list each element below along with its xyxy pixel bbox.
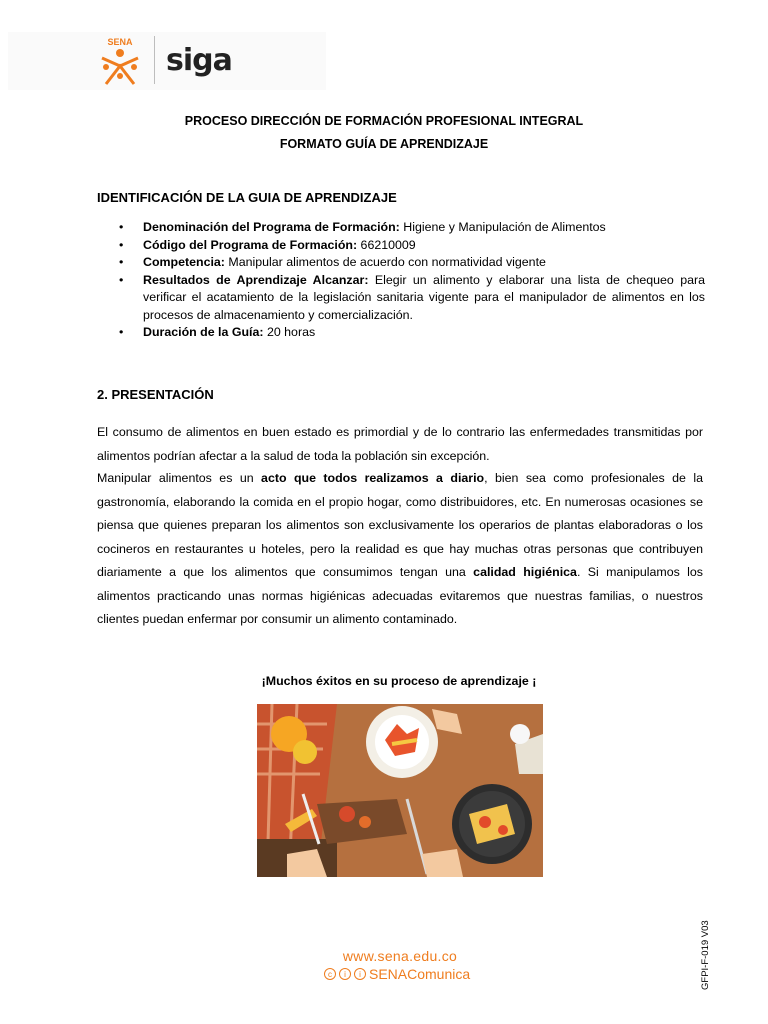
- logo-divider: [154, 36, 155, 84]
- emphasis-text: acto que todos realizamos a diario: [261, 471, 485, 485]
- bullet: •: [119, 220, 124, 234]
- siga-logo-text: siga: [166, 43, 232, 78]
- item-value: Elegir un alimento y elaborar una lista de chequeo para verificar el acatamiento de la legislación sanitaria vigente para el manipulador de alimentos en los procesos de almacenamiento y comercialización.: [143, 272, 705, 322]
- list-item: [97, 272, 705, 325]
- list-item: [97, 254, 705, 272]
- bullet: •: [119, 272, 124, 287]
- creative-commons-icon: c: [324, 968, 336, 980]
- social-handle[interactable]: SENAComunica: [369, 966, 471, 982]
- footer-social: [324, 966, 470, 982]
- item-value: Manipular alimentos de acuerdo con normatividad vigente: [224, 255, 546, 269]
- item-label: Duración de la Guía:: [143, 325, 264, 339]
- item-label: Resultados de Aprendizaje Alcanzar:: [143, 272, 369, 287]
- paragraph-text: El consumo de alimentos en buen estado es primordial y de lo contrario las enfermedades transmitidas por alimentos podrían afectar a la salud de toda la población sin excepción.: [97, 425, 703, 463]
- item-value: 66210009: [357, 237, 416, 252]
- bullet: •: [119, 237, 124, 252]
- sena-logo: [96, 36, 144, 86]
- attribution-icon: i: [339, 968, 351, 980]
- presentation-heading: 2. PRESENTACIÓN: [97, 387, 214, 402]
- process-title: PROCESO DIRECCIÓN DE FORMACIÓN PROFESIONAL INTEGRAL: [184, 114, 584, 128]
- closing-message: ¡Muchos éxitos en su proceso de aprendizaje ¡: [261, 674, 537, 688]
- paragraph-text: , bien sea como profesionales de la gastronomía, elaborando la comida en el propio hogar, como distribuidores, etc. En numerosas ocasiones se piensa que quienes preparan los alimentos son exclusivamente los operarios de plantas elaboradoras o los cocineros en restaurantes u hoteles, pero la realidad es que hay muchas otras personas que contribuyen diariamente a que los alimentos que consumimos tengan una: [97, 471, 703, 579]
- presentation-paragraph-2: [97, 467, 703, 632]
- footer-url[interactable]: www.sena.edu.co: [342, 948, 458, 964]
- siga-logo: [164, 38, 244, 82]
- info-icon: i: [354, 968, 366, 980]
- presentation-paragraph-1: [97, 421, 703, 468]
- list-item: [97, 237, 705, 255]
- list-item: [97, 324, 705, 342]
- item-value: Higiene y Manipulación de Alimentos: [399, 220, 606, 234]
- item-label: Código del Programa de Formación:: [143, 237, 358, 252]
- food-illustration: [257, 704, 543, 877]
- bullet: •: [119, 325, 124, 339]
- item-label: Denominación del Programa de Formación:: [143, 220, 400, 234]
- emphasis-text: calidad higiénica: [473, 565, 577, 579]
- sena-logo-text: SENA: [107, 37, 133, 47]
- paragraph-text: . Si manipulamos los alimentos practicando unas normas higiénicas adecuadas evitaremos que nuestras familias, o nuestros clientes puedan enfermar por consumir un alimento contaminado.: [97, 565, 703, 626]
- identification-heading: IDENTIFICACIÓN DE LA GUIA DE APRENDIZAJE: [97, 190, 397, 205]
- paragraph-text: Manipular alimentos es un: [97, 471, 262, 485]
- format-title: FORMATO GUÍA DE APRENDIZAJE: [279, 137, 489, 151]
- bullet: •: [119, 255, 124, 269]
- list-item: [97, 219, 705, 237]
- item-value: 20 horas: [263, 325, 316, 339]
- item-label: Competencia:: [143, 255, 225, 269]
- document-code: GFPI-F-019 V03: [700, 920, 711, 990]
- identification-list: [97, 219, 705, 342]
